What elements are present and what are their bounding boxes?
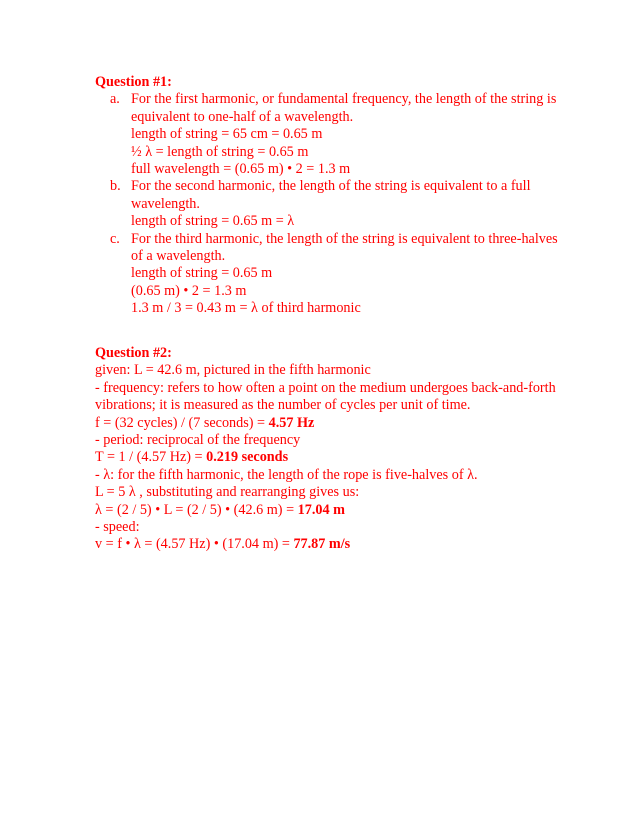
lambda-relation: L = 5 λ , substituting and rearranging gives us:	[95, 484, 360, 501]
item-marker: b.	[110, 178, 121, 195]
item-line: length of string = 0.65 m	[131, 265, 273, 282]
question-1-item-c	[95, 231, 565, 318]
frequency-calculation	[95, 415, 565, 432]
question-2	[95, 345, 565, 554]
question-1-item-b	[95, 178, 565, 230]
item-text: For the first harmonic, or fundamental frequency, the length of the string is equivalent to one-half of a wavelength.	[131, 91, 557, 125]
frequency-result: 4.57 Hz	[268, 414, 315, 431]
item-line: length of string = 65 cm = 0.65 m	[131, 126, 323, 143]
question-1-item-a	[95, 91, 565, 178]
speed-result: 77.87 m/s	[293, 536, 351, 553]
given-line: given: L = 42.6 m, pictured in the fifth harmonic	[95, 362, 371, 379]
period-result: 0.219 seconds	[206, 449, 289, 466]
period-formula: T = 1 / (4.57 Hz) =	[95, 449, 207, 466]
question-1-heading: Question #1:	[95, 74, 172, 90]
speed-calculation	[95, 536, 565, 553]
item-line: (0.65 m) • 2 = 1.3 m	[131, 282, 247, 299]
item-text: For the second harmonic, the length of the string is equivalent to a full wavelength.	[131, 178, 531, 212]
item-text: For the third harmonic, the length of the string is equivalent to three-halves of a wavelength.	[131, 230, 558, 265]
period-definition: - period: reciprocal of the frequency	[95, 432, 301, 449]
lambda-definition: - λ: for the fifth harmonic, the length of the rope is five-halves of λ.	[95, 466, 478, 483]
question-1	[95, 74, 565, 318]
item-line: full wavelength = (0.65 m) • 2 = 1.3 m	[131, 161, 351, 178]
item-line: ½ λ = length of string = 0.65 m	[131, 143, 309, 160]
frequency-formula: f = (32 cycles) / (7 seconds) =	[95, 414, 269, 431]
lambda-calculation	[95, 502, 565, 519]
speed-formula: v = f • λ = (4.57 Hz) • (17.04 m) =	[95, 536, 294, 553]
speed-definition: - speed:	[95, 519, 140, 536]
item-line: 1.3 m / 3 = 0.43 m = λ of third harmonic	[131, 300, 361, 317]
item-line: length of string = 0.65 m = λ	[131, 213, 295, 230]
lambda-result: 17.04 m	[297, 501, 345, 518]
period-calculation	[95, 449, 565, 466]
question-2-heading: Question #2:	[95, 345, 172, 361]
lambda-formula: λ = (2 / 5) • L = (2 / 5) • (42.6 m) =	[95, 501, 298, 518]
item-marker: a.	[110, 91, 120, 108]
item-marker: c.	[110, 230, 120, 247]
frequency-definition: - frequency: refers to how often a point on the medium undergoes back-and-forth vibrations; it is measured as the number of cycles per unit of time.	[95, 379, 556, 414]
